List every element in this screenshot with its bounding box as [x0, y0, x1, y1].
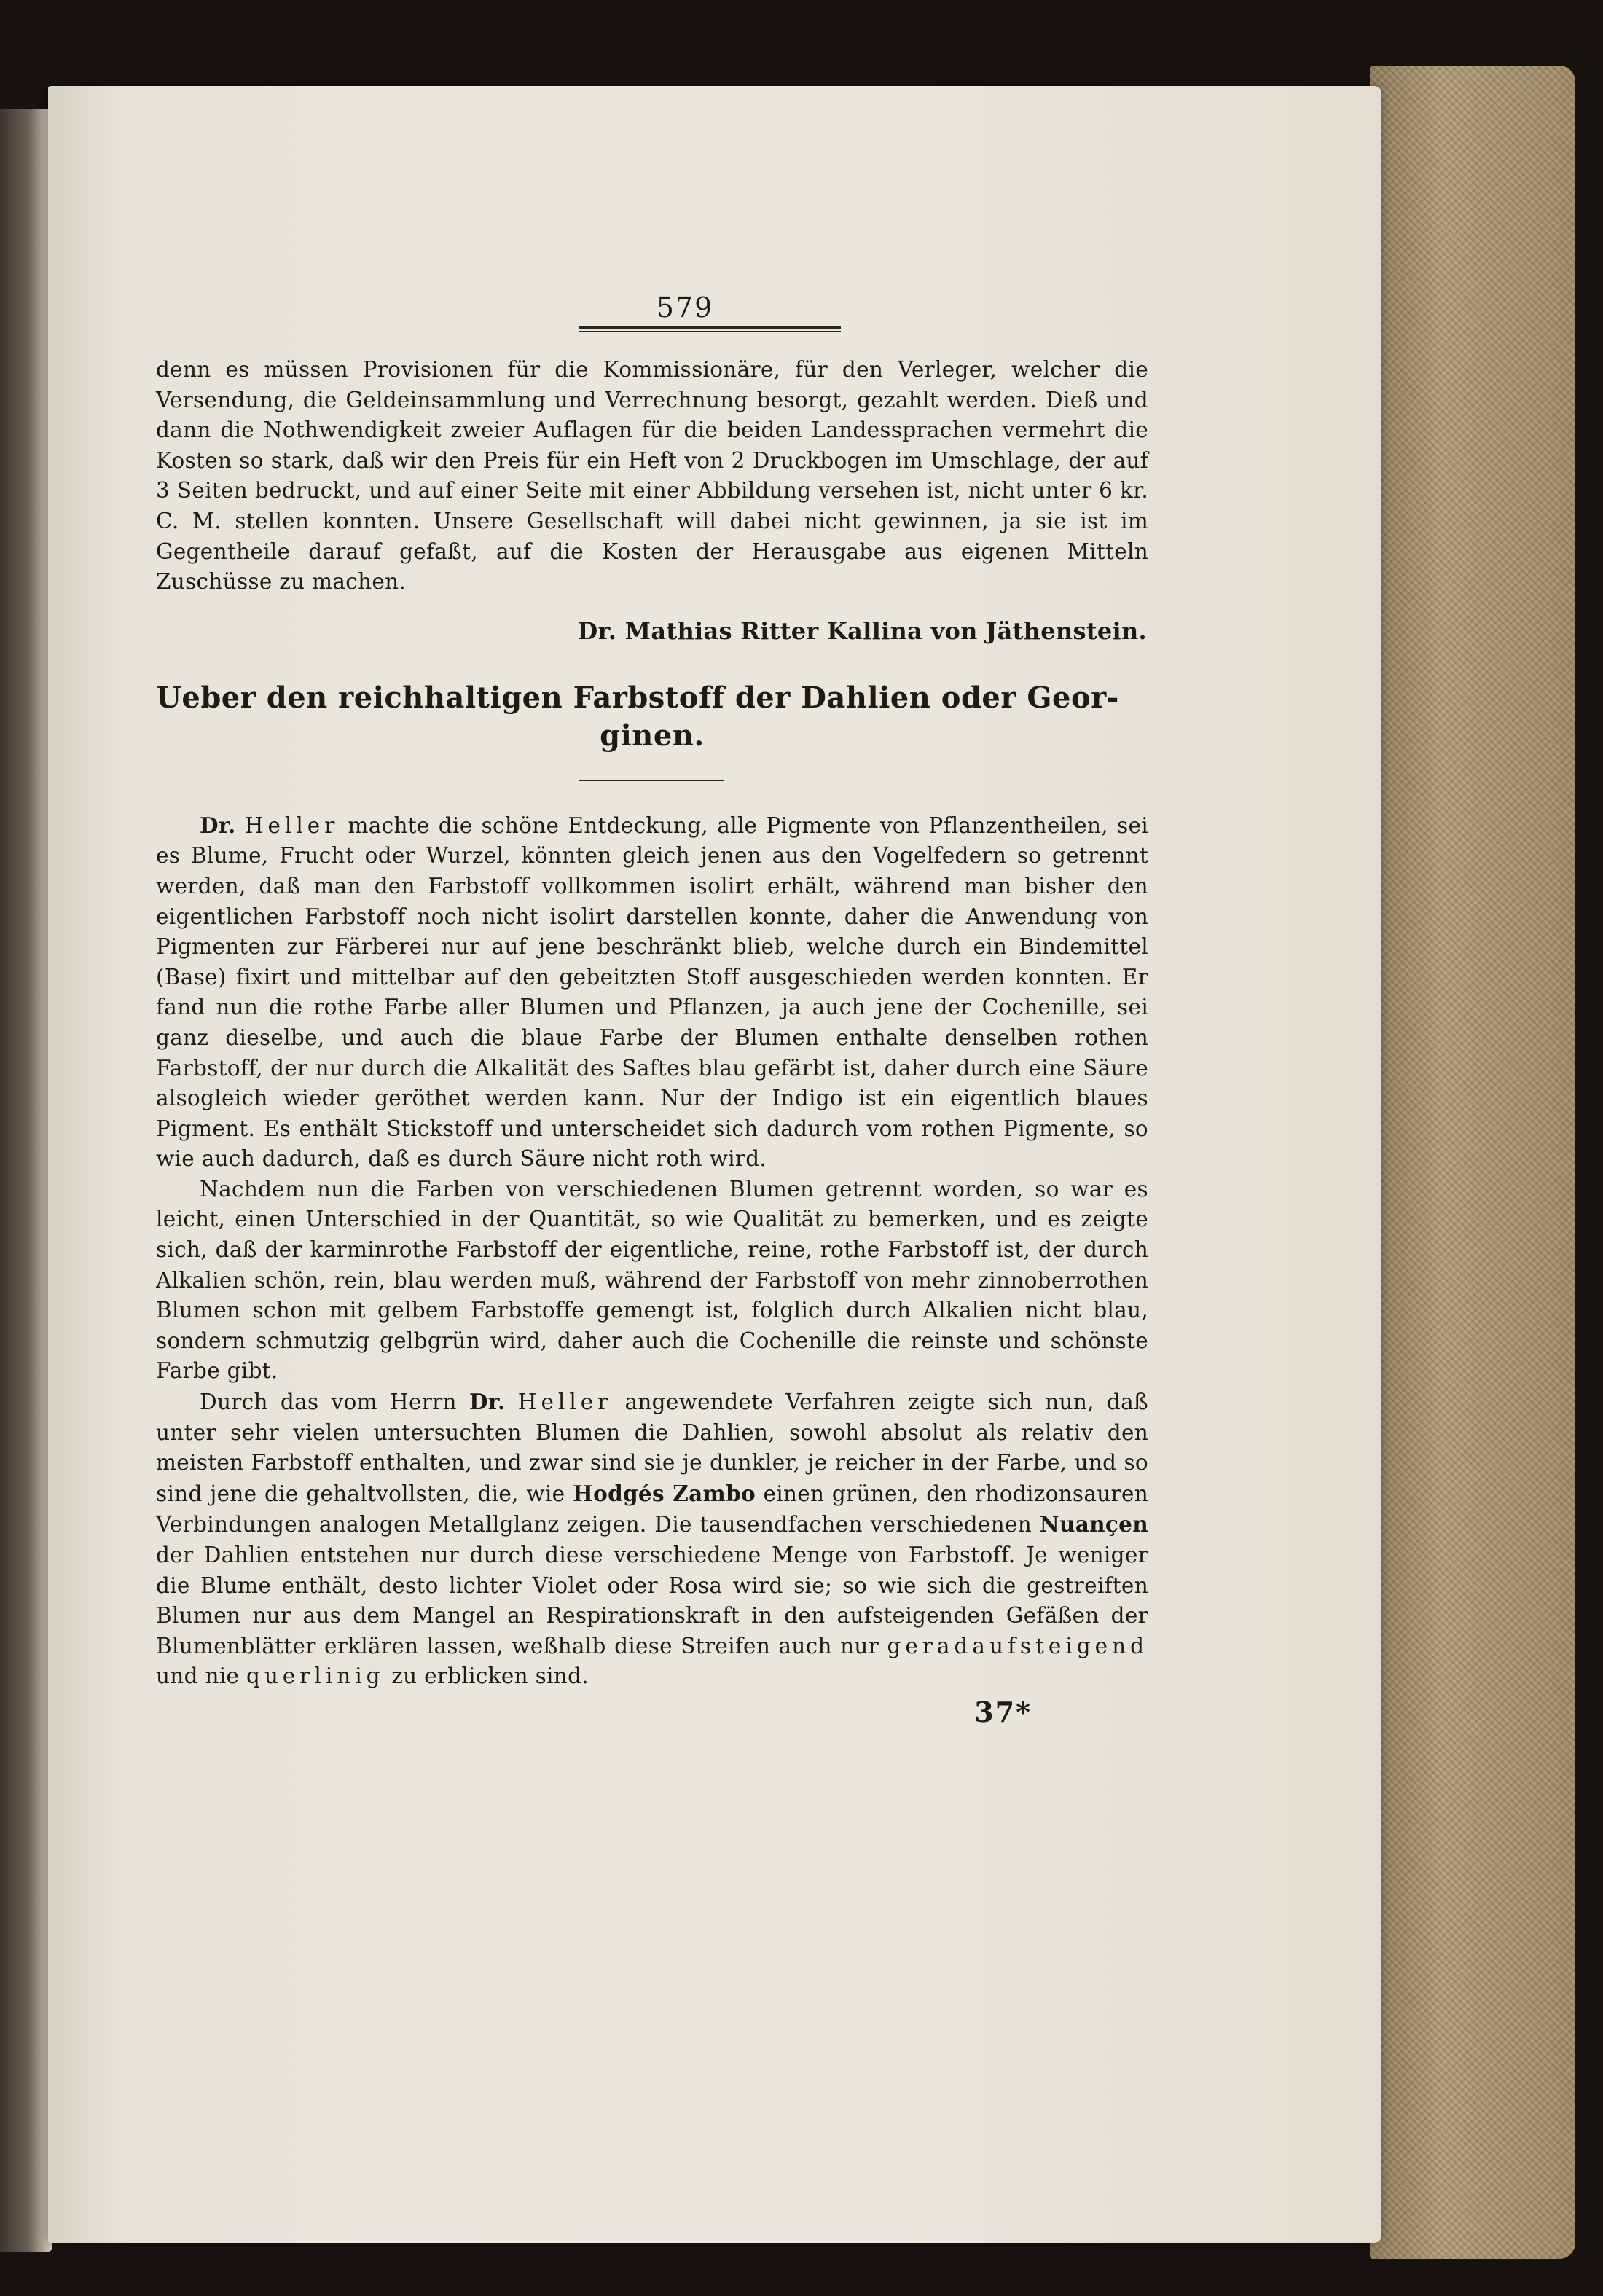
article-title: Ueber den reichhaltigen Farbstoff der Dahlien oder Geor-	[156, 680, 1119, 715]
author-prefix: Dr.	[200, 812, 236, 838]
paragraph-3-text-c: einen grünen, den rhodizonsauren Verbindungen analogen Metallglanz zeigen. Die tausendfachen verschiedenen	[156, 1481, 1149, 1537]
author-prefix: Dr.	[469, 1389, 506, 1415]
paragraph-3-text-f: zu erblicken sind.	[384, 1664, 589, 1689]
dahlia-variety-name: Hodgés Zambo	[572, 1480, 756, 1506]
author-signature: Dr. Mathias Ritter Kallina von Jäthenstein.	[577, 616, 1147, 645]
nuancen-term: Nuançen	[1039, 1511, 1148, 1537]
page-text-block	[156, 290, 1148, 1730]
paragraph-3-text-a: Durch das vom Herrn	[200, 1390, 469, 1415]
paragraph-3-text-e: und nie	[156, 1664, 246, 1689]
spaced-term-geradaufsteigend: geradaufsteigend	[887, 1633, 1148, 1658]
facing-page-edge	[0, 109, 52, 2252]
paragraph-3	[156, 1387, 1148, 1692]
author-name: Heller	[517, 1390, 613, 1415]
author-name: Heller	[244, 812, 340, 838]
intro-paragraph: denn es müssen Provisionen für die Kommissionäre, für den Verleger, welcher die Versendung, die Geldeinsammlung und Verrechnung besorgt, gezahlt werden. Dieß und dann die Nothwendigkeit zweier Auflagen für die beiden Landessprachen vermehrt die Kosten so stark, daß wir den Preis für ein Heft von 2 Druckbogen im Umschlage, der auf 3 Seiten bedruckt, und auf einer Seite mit einer Abbildung versehen ist, nicht unter 6 kr. C. M. stellen konnten. Unsere Gesellschaft will dabei nicht gewinnen, ja sie ist im Gegentheile darauf gefaßt, auf die Kosten der Herausgabe aus eigenen Mitteln Zuschüsse zu machen.	[156, 357, 1148, 595]
paragraph-3-text-d: der Dahlien entstehen nur durch diese verschiedene Menge von Farbstoff. Je weniger die Blume enthält, desto lichter Violet oder Rosa wird sie; so wie sich die gestreiften Blumen nur aus dem Mangel an Respirationskraft in den aufsteigenden Gefäßen der Blumenblätter erklären lassen, weßhalb diese Streifen auch nur	[156, 1543, 1148, 1658]
spaced-term-querlinig: querlinig	[246, 1664, 385, 1689]
paragraph-1	[156, 810, 1148, 1175]
page-number-rule	[579, 326, 841, 329]
paragraph-3-text-b: angewendete Verfahren zeigte sich nun, daß unter sehr vielen untersuchten Blumen die Dahlien, sowohl absolut als relativ den meisten Farbstoff enthalten, und zwar sind sie je dunkler, je reicher in der Farbe, und so sind jene die gehaltvollsten, die, wie	[156, 1390, 1148, 1506]
page-number: 579	[656, 291, 714, 324]
book-cover-board	[1370, 66, 1575, 2259]
section-divider	[579, 780, 724, 781]
paragraph-1-text: machte die schöne Entdeckung, alle Pigmente von Pflanzentheilen, sei es Blume, Frucht oder Wurzel, könnten gleich jenen aus den Vogelfedern so getrennt werden, daß man den Farbstoff vollkommen isolirt erhält, während man bisher den eigentlichen Farbstoff noch nicht isolirt darstellen konnte, daher die Anwendung von Pigmenten zur Färberei nur auf jene beschränkt blieb, welche durch ein Bindemittel (Base) fixirt und mittelbar auf den gebeitzten Stoff ausgeschieden werden konnten. Er fand nun die rothe Farbe aller Blumen und Pflanzen, ja auch jene der Cochenille, sei ganz dieselbe, und auch die blaue Farbe der Blumen enthalte denselben rothen Farbstoff, der nur durch die Alkalität des Saftes blau gefärbt ist, daher durch eine Säure alsogleich wieder geröthet werden kann. Nur der Indigo ist ein eigentlich blaues Pigment. Es enthält Stickstoff und unterscheidet sich dadurch vom rothen Pigmente, so wie auch dadurch, daß es durch Säure nicht roth wird.	[156, 812, 1148, 1172]
printer-signature-mark: 37*	[974, 1695, 1032, 1728]
article-title-continued: ginen.	[600, 718, 705, 753]
paragraph-2: Nachdem nun die Farben von verschiedenen Blumen getrennt worden, so war es leicht, einen Unterschied in der Quantität, so wie Qualität zu bemerken, und es zeigte sich, daß der karminrothe Farbstoff der eigentliche, reine, rothe Farbstoff ist, der durch Alkalien schön, rein, blau werden muß, während der Farbstoff von mehr zinnoberrothen Blumen schon mit gelbem Farbstoffe gemengt ist, folglich durch Alkalien nicht blau, sondern schmutzig gelbgrün wird, daher auch die Cochenille die reinste und schönste Farbe gibt.	[156, 1176, 1148, 1384]
body-text	[156, 355, 1148, 1730]
page-number-rule-thin	[579, 331, 841, 332]
